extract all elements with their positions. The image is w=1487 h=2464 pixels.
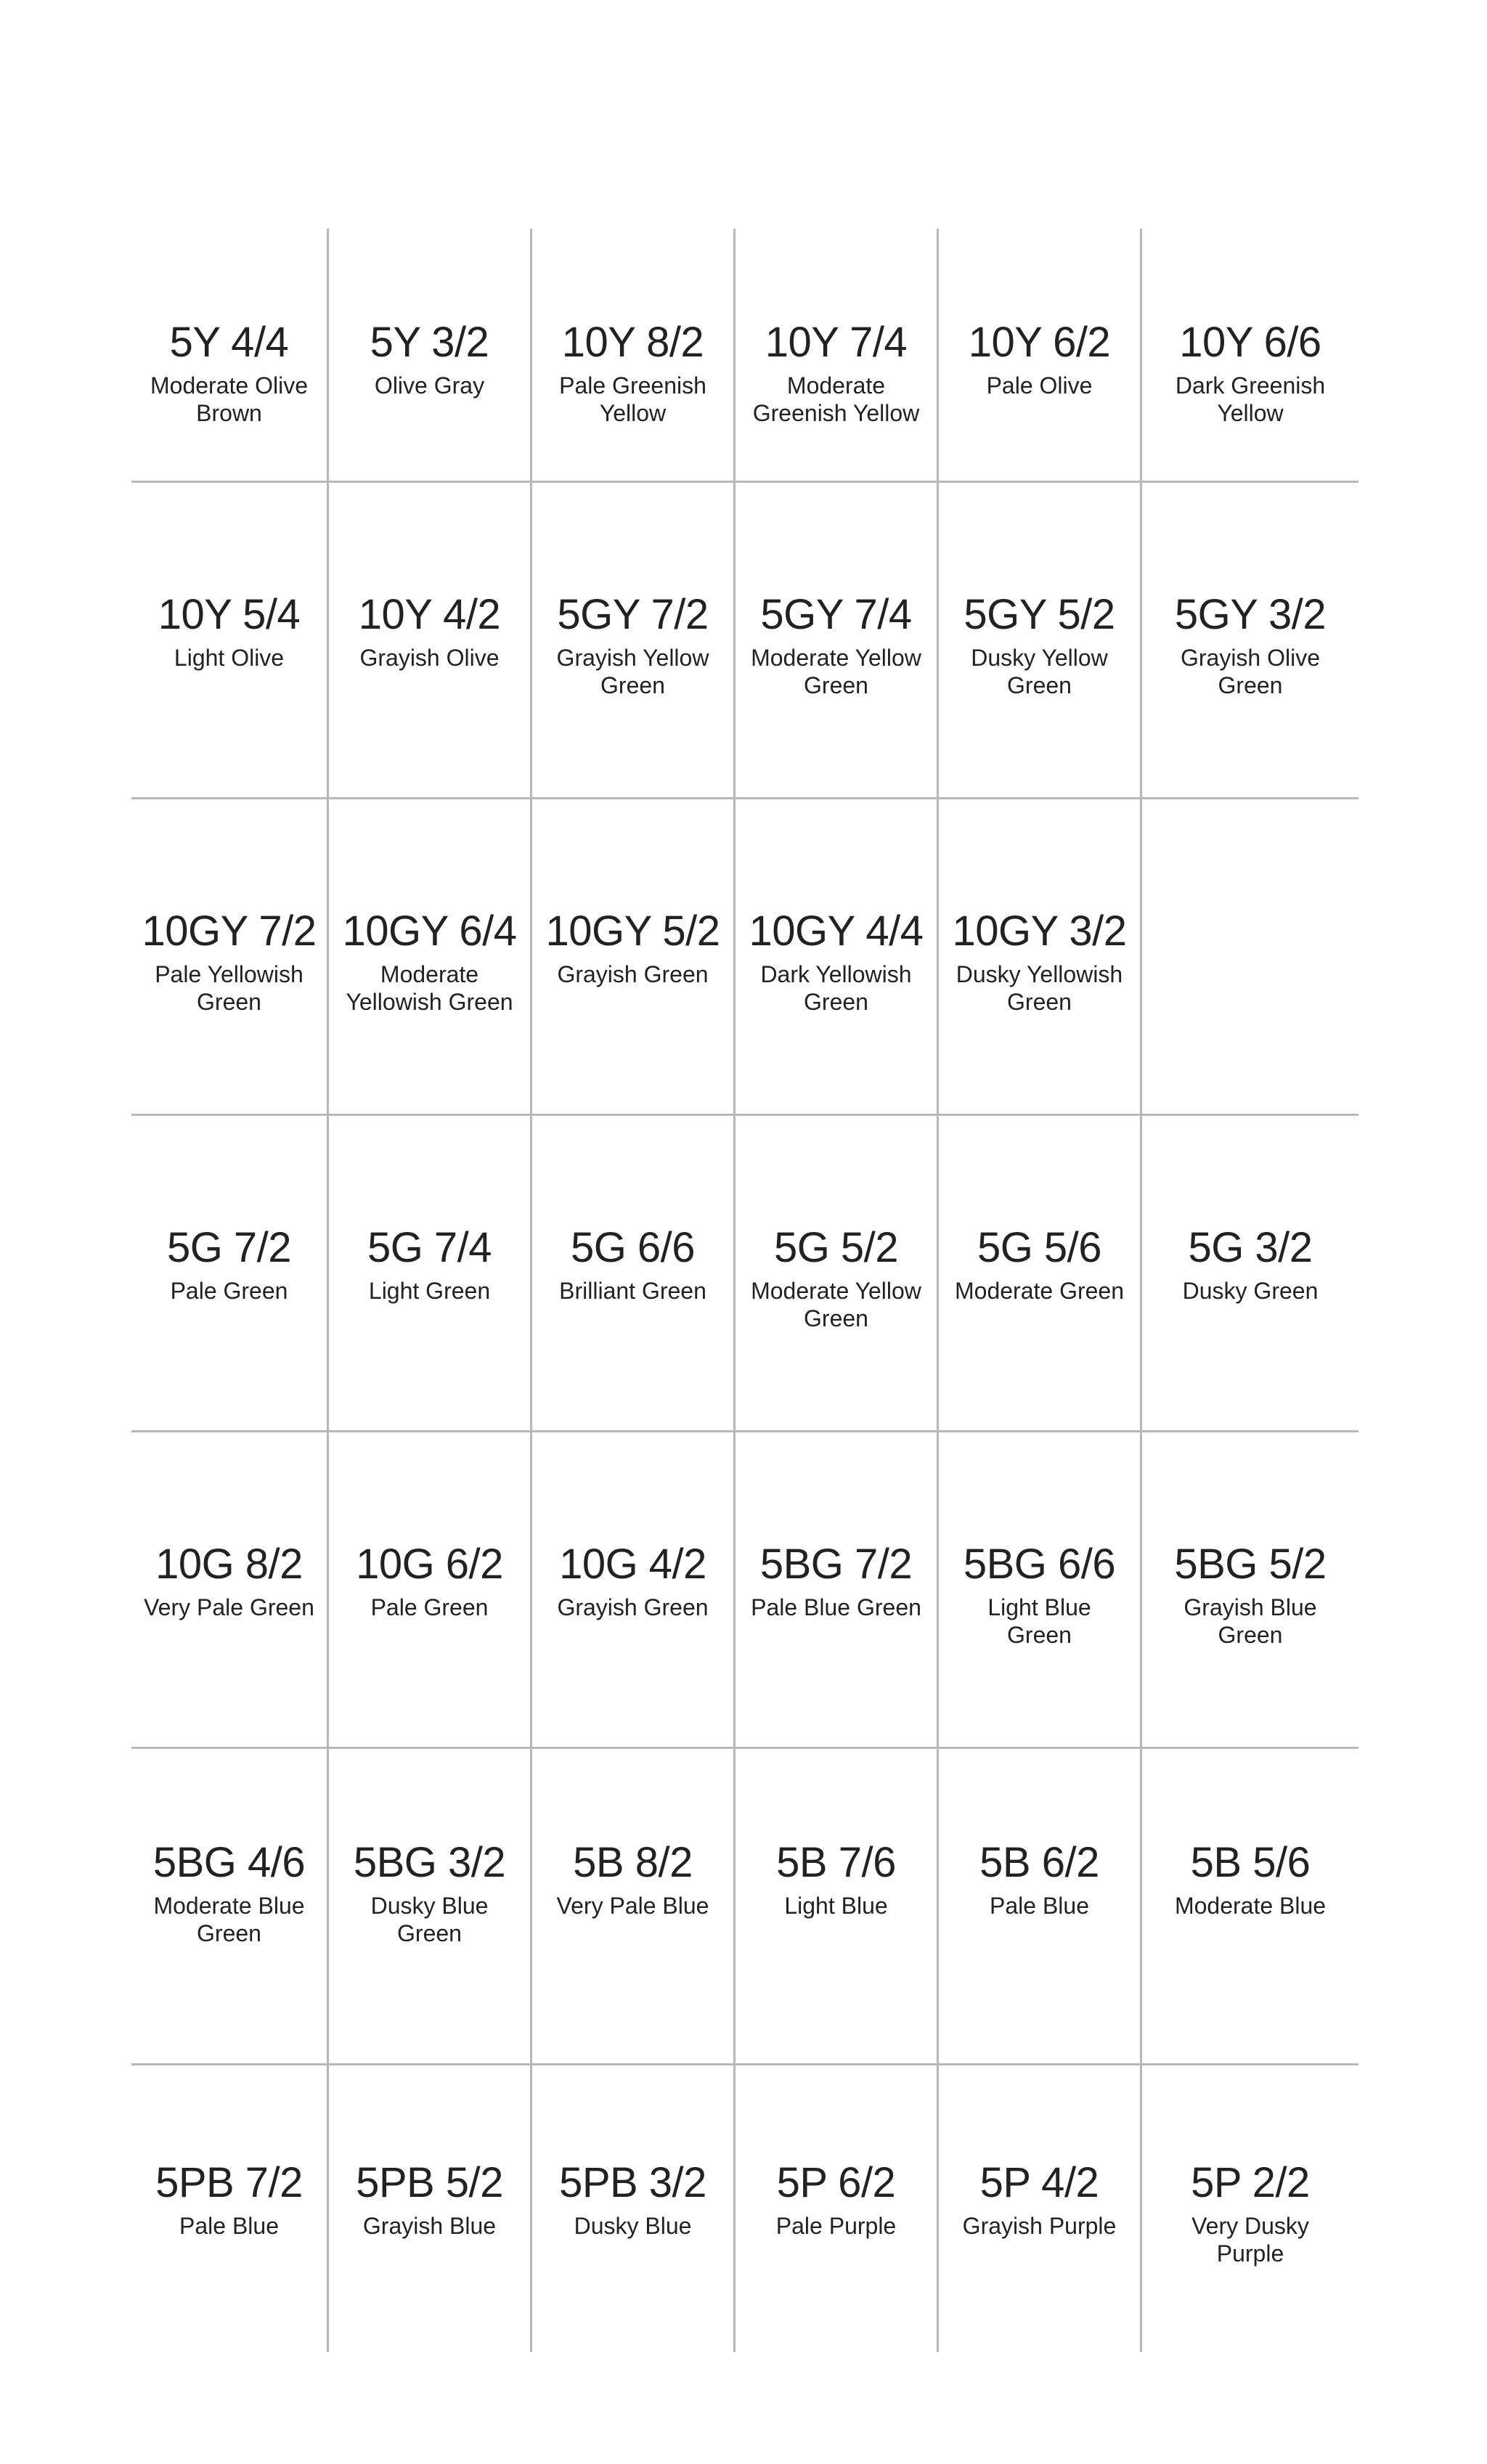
munsell-code: 5BG 5/2: [1174, 1541, 1327, 1588]
color-name: Dusky Blue Green: [370, 1893, 489, 1946]
color-chip-cell: [329, 1432, 532, 1749]
color-name: Grayish Green: [557, 1594, 709, 1620]
color-chip-cell: [939, 799, 1142, 1116]
color-name: Pale Purple: [775, 2213, 897, 2239]
munsell-code: 5G 3/2: [1188, 1224, 1313, 1271]
color-name: Moderate Yellow Green: [751, 645, 921, 698]
color-chip-cell: [736, 2065, 939, 2352]
color-chip-cell: [532, 483, 736, 799]
munsell-code: 10G 8/2: [155, 1541, 303, 1588]
color-chip-cell: [939, 1116, 1142, 1432]
munsell-code: 5BG 7/2: [759, 1541, 913, 1588]
munsell-code: 10GY 4/4: [749, 907, 924, 955]
munsell-code: 5BG 3/2: [353, 1839, 506, 1886]
color-name: Pale Blue: [990, 1893, 1089, 1919]
munsell-code: 10Y 4/2: [358, 591, 501, 638]
munsell-code: 5P 4/2: [979, 2159, 1099, 2206]
color-chip-cell: [939, 2065, 1142, 2352]
color-name: Moderate Green: [954, 1278, 1124, 1304]
munsell-code: 5GY 7/2: [557, 591, 709, 638]
color-chip-cell: [131, 483, 329, 799]
color-name: Moderate Olive Brown: [150, 372, 308, 426]
munsell-code: 10GY 5/2: [545, 907, 720, 955]
munsell-code: 5B 8/2: [573, 1839, 693, 1886]
munsell-code: 5G 7/4: [367, 1224, 492, 1271]
munsell-code: 5B 7/6: [776, 1839, 896, 1886]
munsell-code: 5BG 4/6: [152, 1839, 306, 1886]
color-name: Moderate Blue: [1174, 1893, 1327, 1919]
munsell-code: 10Y 6/2: [968, 319, 1111, 366]
munsell-code: 5Y 4/4: [169, 319, 289, 366]
munsell-code: 10Y 8/2: [561, 319, 704, 366]
color-name: Grayish Olive: [359, 645, 500, 671]
munsell-code: 5PB 3/2: [559, 2159, 706, 2206]
color-chip-cell: [939, 1432, 1142, 1749]
munsell-code: 5G 5/2: [773, 1224, 899, 1271]
color-chip-cell: [329, 483, 532, 799]
munsell-code: 10Y 6/6: [1179, 319, 1321, 366]
color-name: Dusky Yellow Green: [971, 645, 1108, 698]
color-name: Grayish Blue: [362, 2213, 497, 2239]
color-chip-cell: [1142, 1749, 1358, 2065]
color-chip-cell: [939, 1749, 1142, 2065]
munsell-code: 5PB 7/2: [155, 2159, 303, 2206]
munsell-code: 5GY 7/4: [760, 591, 912, 638]
color-chip-cell: [1142, 483, 1358, 799]
color-chip-cell: [736, 483, 939, 799]
color-name: Pale Blue: [179, 2213, 279, 2239]
color-name: Grayish Green: [557, 961, 709, 987]
color-chip-cell: [329, 799, 532, 1116]
color-chip-cell: [532, 799, 736, 1116]
munsell-code: 5G 6/6: [570, 1224, 696, 1271]
color-name: Light Blue: [784, 1893, 888, 1919]
color-chip-cell: [131, 229, 329, 483]
color-name: Pale Green: [170, 1278, 288, 1304]
munsell-code: 5B 5/6: [1190, 1839, 1311, 1886]
munsell-code: 5G 7/2: [166, 1224, 292, 1271]
empty-chip-cell: [1142, 799, 1358, 1116]
color-name: Brilliant Green: [559, 1278, 706, 1304]
color-name: Olive Gray: [374, 372, 485, 399]
color-name: Light Blue Green: [987, 1594, 1091, 1648]
color-name: Grayish Purple: [962, 2213, 1117, 2239]
color-chip-cell: [736, 799, 939, 1116]
munsell-code: 10Y 5/4: [158, 591, 301, 638]
color-chip-cell: [532, 1749, 736, 2065]
color-name: Light Olive: [174, 645, 285, 671]
munsell-code: 5G 5/6: [977, 1224, 1102, 1271]
color-name: Very Pale Blue: [556, 1893, 709, 1919]
munsell-code: 5B 6/2: [979, 1839, 1099, 1886]
color-chip-cell: [329, 229, 532, 483]
color-chip-cell: [131, 1749, 329, 2065]
color-chip-cell: [736, 1749, 939, 2065]
munsell-code: 10G 4/2: [559, 1541, 706, 1588]
munsell-code: 5P 2/2: [1191, 2159, 1310, 2206]
color-name: Moderate Yellowish Green: [346, 961, 513, 1015]
color-name: Dusky Yellowish Green: [956, 961, 1123, 1015]
color-name: Pale Yellowish Green: [155, 961, 303, 1015]
color-chip-cell: [1142, 1116, 1358, 1432]
color-chip-cell: [939, 229, 1142, 483]
color-chip-cell: [736, 229, 939, 483]
color-name: Moderate Blue Green: [153, 1893, 305, 1946]
color-name: Grayish Olive Green: [1180, 645, 1321, 698]
munsell-code: 5GY 5/2: [964, 591, 1115, 638]
color-chip-cell: [1142, 229, 1358, 483]
color-chip-cell: [939, 483, 1142, 799]
color-name: Pale Greenish Yellow: [559, 372, 706, 426]
color-chip-cell: [131, 1116, 329, 1432]
color-chip-cell: [329, 1116, 532, 1432]
munsell-code: 10GY 6/4: [342, 907, 517, 955]
munsell-code: 5BG 6/6: [963, 1541, 1116, 1588]
color-name: Dark Greenish Yellow: [1175, 372, 1326, 426]
color-chip-cell: [131, 2065, 329, 2352]
color-chip-cell: [131, 1432, 329, 1749]
color-chip-cell: [131, 799, 329, 1116]
munsell-code: 5GY 3/2: [1174, 591, 1327, 638]
munsell-code: 10Y 7/4: [765, 319, 908, 366]
color-chip-grid: [131, 229, 1358, 2352]
munsell-code: 5P 6/2: [776, 2159, 896, 2206]
munsell-code: 5Y 3/2: [370, 319, 489, 366]
color-chip-cell: [532, 229, 736, 483]
color-chip-cell: [736, 1116, 939, 1432]
color-name: Grayish Yellow Green: [556, 645, 709, 698]
munsell-code: 10G 6/2: [356, 1541, 503, 1588]
color-name: Moderate Greenish Yellow: [752, 372, 920, 426]
color-chip-cell: [1142, 2065, 1358, 2352]
color-name: Very Pale Green: [144, 1594, 314, 1620]
color-chip-cell: [329, 1749, 532, 2065]
color-name: Grayish Blue Green: [1184, 1594, 1317, 1648]
color-name: Moderate Yellow Green: [751, 1278, 921, 1331]
color-chip-cell: [532, 2065, 736, 2352]
munsell-code: 5PB 5/2: [356, 2159, 503, 2206]
color-name: Pale Blue Green: [751, 1594, 921, 1620]
color-name: Pale Olive: [986, 372, 1093, 399]
color-name: Pale Green: [370, 1594, 489, 1620]
color-chip-cell: [736, 1432, 939, 1749]
munsell-code: 10GY 3/2: [952, 907, 1127, 955]
color-chip-cell: [532, 1432, 736, 1749]
color-chip-cell: [532, 1116, 736, 1432]
color-name: Dusky Blue: [574, 2213, 692, 2239]
color-name: Dusky Green: [1182, 1278, 1319, 1304]
color-chip-cell: [1142, 1432, 1358, 1749]
color-name: Dark Yellowish Green: [760, 961, 912, 1015]
color-name: Very Dusky Purple: [1191, 2213, 1309, 2267]
munsell-code: 10GY 7/2: [142, 907, 317, 955]
color-chip-cell: [329, 2065, 532, 2352]
color-name: Light Green: [368, 1278, 491, 1304]
